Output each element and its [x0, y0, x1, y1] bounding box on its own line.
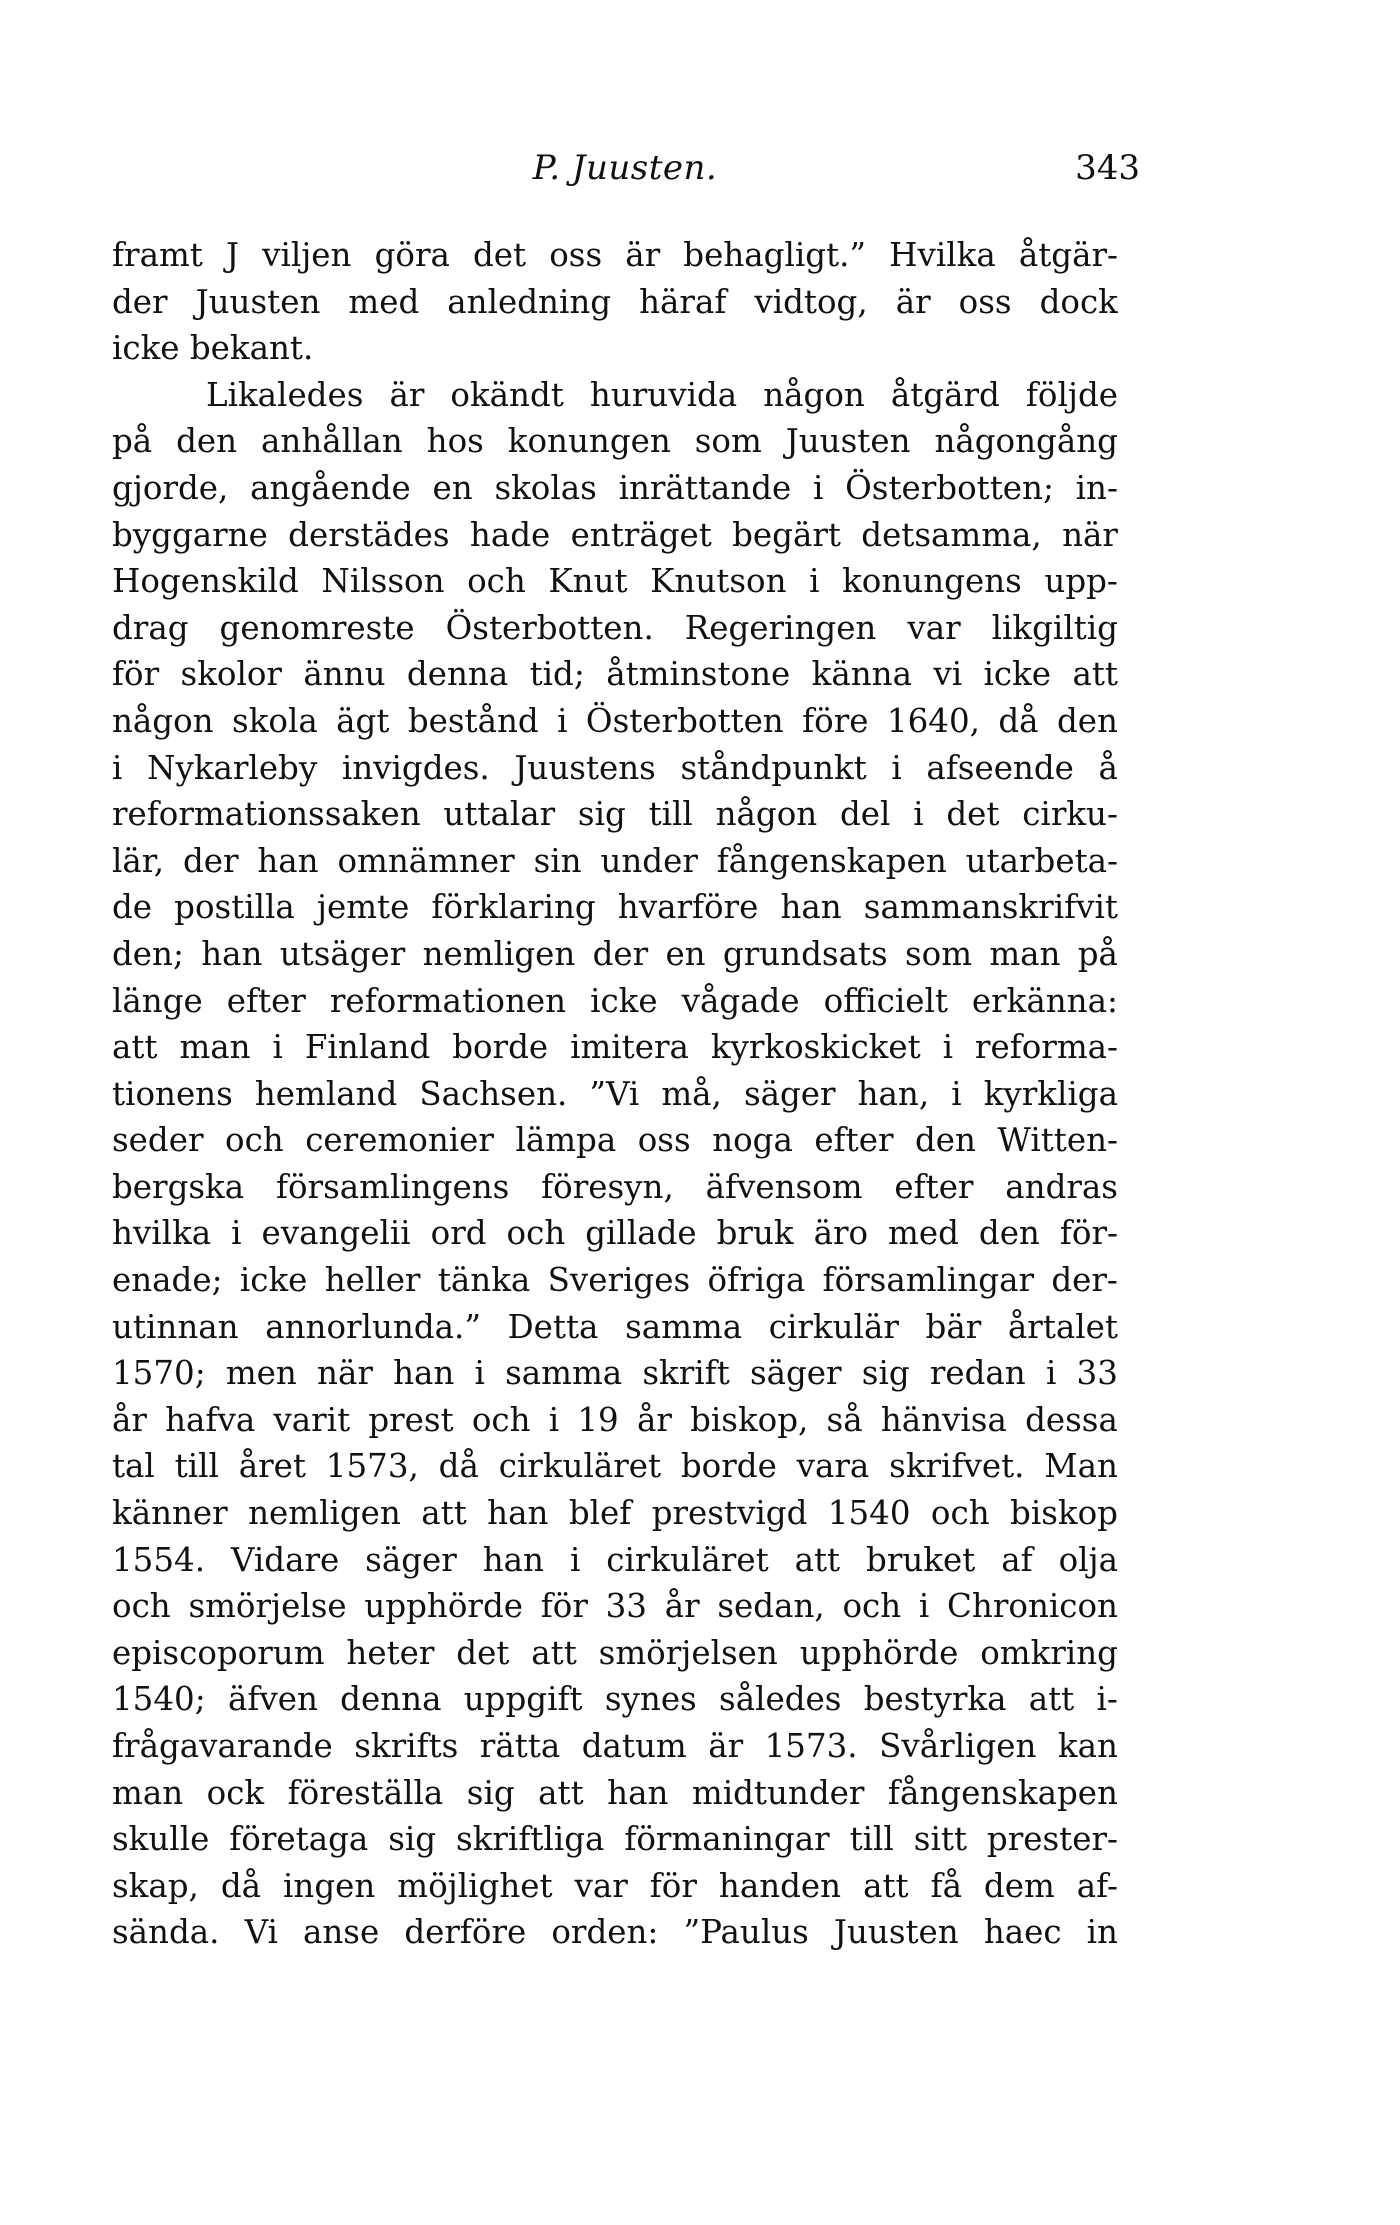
text-line: reformationssaken uttalar sig till någon del i det cirku- — [112, 795, 1118, 834]
text-line: utinnan annorlunda.” Detta samma cirkulär bär årtalet — [112, 1307, 1118, 1346]
text-line: år hafva varit prest och i 19 år biskop, så hänvisa dessa — [112, 1400, 1118, 1439]
text-line: den; han utsäger nemligen der en grundsats som man på — [112, 934, 1118, 973]
text-line: icke bekant. — [112, 329, 314, 368]
text-line: lär, der han omnämner sin under fångenskapen utarbeta- — [112, 841, 1118, 880]
text-line: hvilka i evangelii ord och gillade bruk äro med den för- — [112, 1214, 1118, 1253]
text-line: seder och ceremonier lämpa oss noga efter den Witten- — [112, 1121, 1118, 1160]
text-line: Hogenskild Nilsson och Knut Knutson i konungens upp- — [112, 562, 1118, 601]
text-line: der Juusten med anledning häraf vidtog, är oss dock — [112, 282, 1118, 321]
text-line: skulle företaga sig skriftliga förmaningar till sitt prester- — [112, 1820, 1118, 1859]
text-line: länge efter reformationen icke vågade officielt erkänna: — [112, 981, 1118, 1020]
text-line: sända. Vi anse derföre orden: ”Paulus Juusten haec in — [112, 1913, 1118, 1952]
text-line: tionens hemland Sachsen. ”Vi må, säger han, i kyrkliga — [112, 1074, 1118, 1113]
text-line: tal till året 1573, då cirkuläret borde vara skrifvet. Man — [112, 1447, 1118, 1486]
text-line: i Nykarleby invigdes. Juustens ståndpunkt i afseende å — [112, 748, 1118, 787]
text-line: att man i Finland borde imitera kyrkoskicket i reforma- — [112, 1028, 1118, 1067]
text-line: drag genomreste Österbotten. Regeringen var likgiltig — [112, 608, 1118, 647]
text-line: känner nemligen att han blef prestvigd 1540 och biskop — [112, 1494, 1118, 1533]
text-line: episcoporum heter det att smörjelsen upphörde omkring — [112, 1633, 1118, 1672]
text-line: 1540; äfven denna uppgift synes således bestyrka att i- — [112, 1680, 1118, 1719]
text-line: frågavarande skrifts rätta datum är 1573. Svårligen kan — [112, 1727, 1118, 1765]
text-line: bergska församlingens föresyn, äfvensom efter andras — [112, 1167, 1118, 1206]
text-line: skap, då ingen möjlighet var för handen att få dem af- — [112, 1866, 1118, 1905]
text-line: byggarne derstädes hade enträget begärt detsamma, när — [112, 515, 1118, 554]
text-line: de postilla jemte förklaring hvarföre han sammanskrifvit — [112, 888, 1118, 927]
text-line: på den anhållan hos konungen som Juusten någongång — [112, 422, 1118, 461]
text-line: man ock föreställa sig att han midtunder fångenskapen — [112, 1773, 1118, 1812]
text-line: någon skola ägt bestånd i Österbotten före 1640, då den — [112, 701, 1118, 740]
body-text — [112, 232, 1118, 1956]
text-line: 1570; men när han i samma skrift säger sig redan i 33 — [112, 1354, 1118, 1393]
text-line: enade; icke heller tänka Sveriges öfriga församlingar der- — [112, 1261, 1118, 1300]
running-head — [110, 140, 1140, 200]
text-line: Likaledes är okändt huruvida någon åtgärd följde — [206, 375, 1118, 414]
text-line: för skolor ännu denna tid; åtminstone känna vi icke att — [112, 655, 1118, 694]
text-line: och smörjelse upphörde för 33 år sedan, och i Chronicon — [112, 1587, 1118, 1626]
text-line: 1554. Vidare säger han i cirkuläret att bruket af olja — [112, 1540, 1118, 1579]
running-title: P. Juusten. — [532, 148, 718, 188]
text-line: gjorde, angående en skolas inrättande i Österbotten; in- — [112, 468, 1118, 507]
text-line: framt J viljen göra det oss är behagligt.” Hvilka åtgär- — [112, 236, 1118, 274]
page-number: 343 — [1075, 148, 1140, 188]
